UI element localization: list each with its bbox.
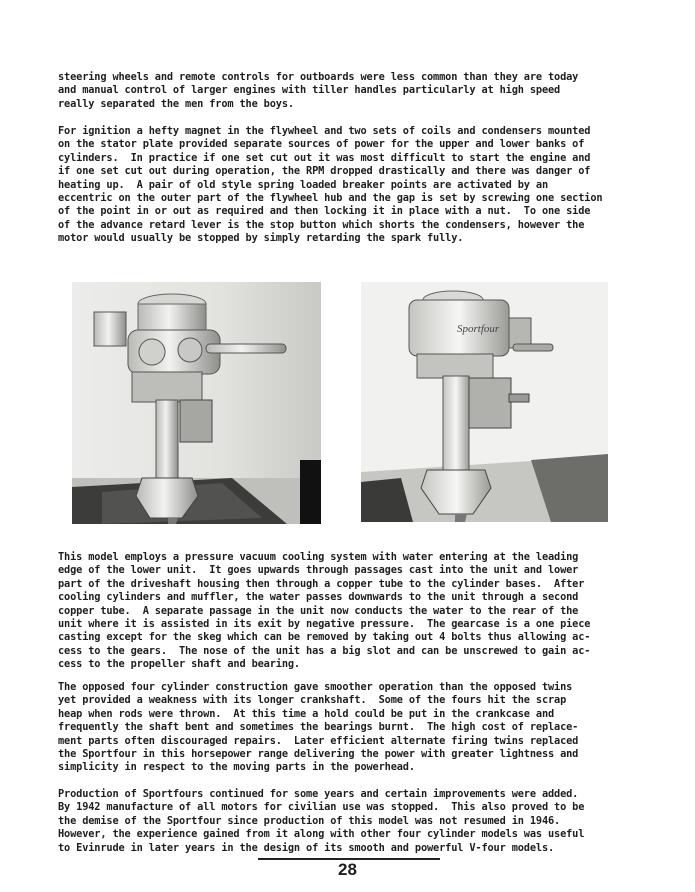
- text-line: cylinders. In practice if one set cut out it was most difficult to start the engine and: [58, 151, 591, 164]
- text-line: casting except for the skeg which can be removed by taking out 4 bolts thus allowing ac-: [58, 631, 591, 644]
- text-line: cess to the gears. The nose of the unit has a big slot and can be unscrewed to gain ac-: [58, 644, 591, 657]
- paragraph-cooling: [58, 551, 643, 672]
- paragraph-intro: [58, 71, 643, 111]
- page-number: 28: [338, 860, 357, 879]
- text-line: eccentric on the outer part of the flywheel hub and the gap is set by screwing one section: [58, 192, 603, 205]
- text-line: of the point in or out as required and then locking it in place with a nut. To one side: [58, 205, 591, 218]
- text-line: By 1942 manufacture of all motors for civilian use was stopped. This also proved to be: [58, 801, 585, 814]
- text-line: heap when rods were thrown. At this time a hold could be put in the crankcase and: [58, 707, 555, 720]
- sportfour-emblem-label: Sportfour: [457, 323, 500, 335]
- paragraph-ignition: [58, 125, 643, 246]
- text-line: However, the experience gained from it along with other four cylinder models was useful: [58, 828, 585, 841]
- text-line: For ignition a hefty magnet in the flywheel and two sets of coils and condensers mounted: [58, 125, 591, 137]
- text-line: heating up. A pair of old style spring loaded breaker points are activated by an: [58, 178, 548, 191]
- text-line: steering wheels and remote controls for outboards were less common than they are today: [58, 71, 579, 83]
- text-line: edge of the lower unit. It goes upwards through passages cast into the unit and lower: [58, 564, 579, 577]
- text-line: unit where it is assisted in its exit by negative pressure. The gearcase is a one piece: [58, 618, 591, 631]
- text-line: cooling cylinders and muffler, the water passes downwards to the unit through a second: [58, 591, 579, 604]
- text-line: frequently the shaft bent and sometimes the bearings burnt. The high cost of replace-: [58, 721, 579, 734]
- text-line: cess to the propeller shaft and bearing.: [58, 658, 300, 671]
- text-line: and manual control of larger engines with tiller handles particularly at high speed: [58, 84, 561, 97]
- text-line: of the advance retard lever is the stop button which shorts the condensers, however the: [58, 218, 585, 231]
- paragraph-construction: [58, 681, 643, 775]
- text-line: really separated the men from the boys.: [58, 97, 294, 110]
- text-line: the Sportfour in this horsepower range delivering the power with greater lightness and: [58, 748, 579, 761]
- text-line: The opposed four cylinder construction gave smoother operation than the opposed twins: [58, 681, 573, 693]
- paragraph-production: [58, 788, 643, 855]
- text-line: simplicity in respect to the moving parts in the powerhead.: [58, 761, 415, 774]
- outboard-motor-photo-right: [361, 282, 608, 522]
- text-line: part of the driveshaft housing then through a copper tube to the cylinder bases. After: [58, 577, 585, 590]
- outboard-motor-photo-left: [72, 282, 321, 524]
- text-line: ment parts often discouraged repairs. Later efficient alternate firing twins replaced: [58, 734, 579, 747]
- text-line: This model employs a pressure vacuum cooling system with water entering at the leading: [58, 551, 579, 563]
- text-line: the demise of the Sportfour since production of this model was not resumed in 1946.: [58, 814, 561, 827]
- text-line: on the stator plate provided separate sources of power for the upper and lower banks of: [58, 138, 585, 151]
- text-line: copper tube. A separate passage in the unit now conducts the water to the rear of the: [58, 604, 579, 617]
- text-line: motor would usually be stopped by simply retarding the spark fully.: [58, 232, 464, 245]
- text-line: if one set cut out during operation, the RPM dropped drastically and there was danger of: [58, 165, 591, 178]
- text-line: to Evinrude in later years in the design of its smooth and powerful V-four models.: [58, 841, 555, 854]
- text-line: yet provided a weakness with its longer crankshaft. Some of the fours hit the scrap: [58, 694, 567, 707]
- text-line: Production of Sportfours continued for some years and certain improvements were added.: [58, 788, 579, 800]
